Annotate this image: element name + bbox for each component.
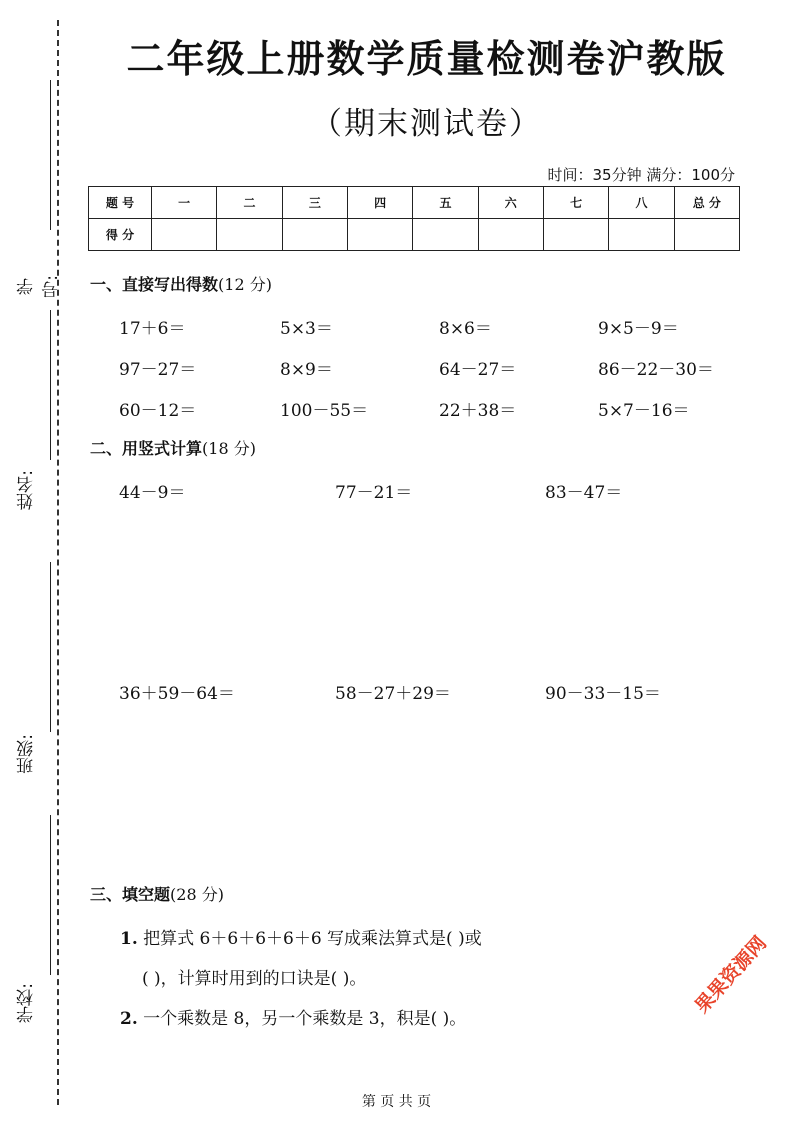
oral-problem: 5×7－16＝ [598, 401, 690, 421]
name-line[interactable] [50, 310, 51, 460]
score-cell[interactable] [152, 219, 217, 251]
oral-problem: 64－27＝ [439, 360, 517, 380]
section3-heading [90, 882, 224, 905]
student-id-field [14, 80, 62, 298]
time-info: 时间：35分钟 满分：100分 [547, 166, 735, 184]
oral-problem: 100－55＝ [280, 401, 369, 421]
score-table [88, 186, 740, 251]
question-2-text: 一个乘数是 8，另一个乘数是 3，积是( )。 [143, 1009, 467, 1029]
vertical-calc-problem: 90－33－15＝ [545, 684, 661, 704]
name-field [14, 310, 58, 520]
class-line[interactable] [50, 562, 51, 732]
section2-points: (18 分) [202, 439, 256, 458]
section2-heading [90, 436, 256, 459]
score-cell[interactable] [282, 219, 347, 251]
column-header: 八 [609, 187, 674, 219]
school-line[interactable] [50, 815, 51, 975]
oral-problem: 5×3＝ [280, 319, 333, 339]
student-id-label: 学号: [17, 275, 62, 298]
question-number: 2. [120, 1009, 138, 1029]
question-1 [120, 924, 482, 949]
score-table-score-row [89, 219, 740, 251]
watermark-text: 果果资源网 [690, 932, 771, 1018]
school-field [14, 815, 58, 1045]
page-subtitle: （期末测试卷） [311, 106, 542, 142]
row-header-question: 题 号 [89, 187, 152, 219]
score-cell[interactable] [347, 219, 412, 251]
score-cell[interactable] [543, 219, 608, 251]
oral-problem: 86－22－30＝ [598, 360, 714, 380]
question-2 [120, 1004, 466, 1029]
question-1-continued: ( )，计算时用到的口诀是( )。 [142, 969, 367, 989]
oral-problem: 97－27＝ [119, 360, 197, 380]
question-number: 1. [120, 929, 138, 949]
section3-points: (28 分) [170, 885, 224, 904]
score-cell[interactable] [478, 219, 543, 251]
vertical-calc-problem: 58－27＋29＝ [335, 684, 451, 704]
score-table-header-row [89, 187, 740, 219]
vertical-calc-problem: 83－47＝ [545, 483, 623, 503]
school-label: 学校: [17, 983, 37, 1023]
page-footer: 第 页 共 页 [361, 1094, 432, 1110]
class-field [14, 562, 58, 782]
score-cell[interactable] [413, 219, 478, 251]
section1-heading [90, 272, 272, 295]
oral-problem: 22＋38＝ [439, 401, 517, 421]
section1-points: (12 分) [218, 275, 272, 294]
oral-problem: 8×9＝ [280, 360, 333, 380]
column-header: 七 [543, 187, 608, 219]
column-header: 六 [478, 187, 543, 219]
section2-title: 二、用竖式计算 [90, 439, 203, 458]
section3-title: 三、填空题 [90, 885, 171, 904]
vertical-calc-problem: 77－21＝ [335, 483, 413, 503]
row-header-score: 得 分 [89, 219, 152, 251]
column-header: 四 [347, 187, 412, 219]
score-cell[interactable] [217, 219, 282, 251]
score-cell-total[interactable] [674, 219, 739, 251]
oral-problem: 9×5－9＝ [598, 319, 679, 339]
student-id-line[interactable] [50, 80, 51, 230]
column-header: 一 [152, 187, 217, 219]
question-1-line1: 把算式 6＋6＋6＋6＋6 写成乘法算式是( )或 [143, 929, 482, 949]
oral-problem: 17＋6＝ [119, 319, 186, 339]
column-header: 二 [217, 187, 282, 219]
oral-problem: 60－12＝ [119, 401, 197, 421]
class-label: 班级: [17, 734, 37, 774]
column-header: 五 [413, 187, 478, 219]
column-header-total: 总 分 [674, 187, 739, 219]
column-header: 三 [282, 187, 347, 219]
vertical-calc-problem: 44－9＝ [119, 483, 186, 503]
vertical-calc-problem: 36＋59－64＝ [119, 684, 235, 704]
name-label: 姓名: [17, 470, 37, 510]
score-cell[interactable] [609, 219, 674, 251]
section1-title: 一、直接写出得数 [90, 275, 219, 294]
oral-problem: 8×6＝ [439, 319, 492, 339]
page-title: 二年级上册数学质量检测卷沪教版 [126, 37, 727, 81]
